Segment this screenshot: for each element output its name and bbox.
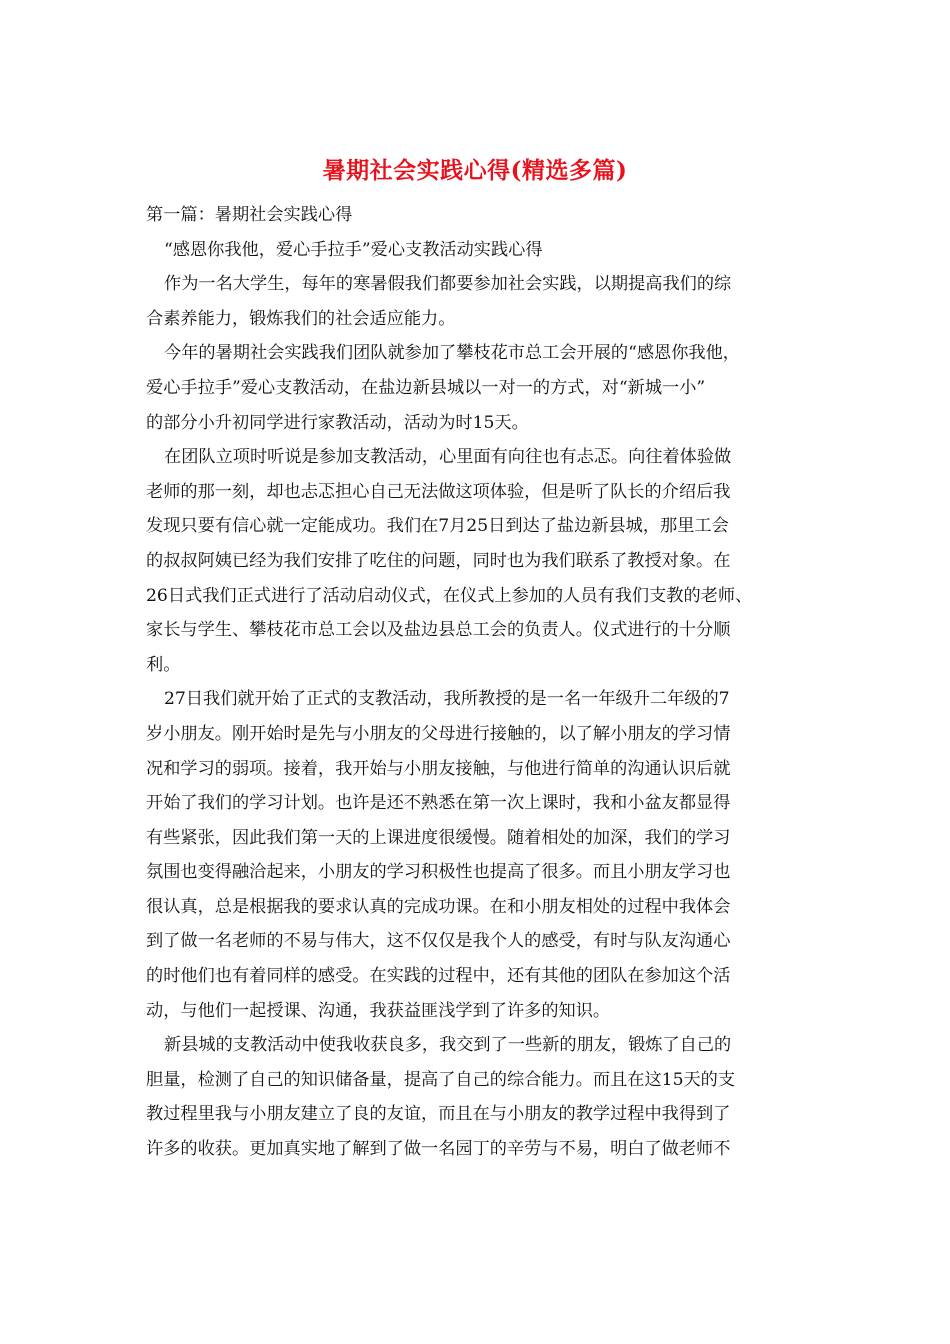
text-line: 氛围也变得融洽起来，小朋友的学习积极性也提高了很多。而且小朋友学习也 [146,862,731,883]
text-line: 在团队立项时听说是参加支教活动，心里面有向往也有忐忑。向往着体验做 [164,447,732,468]
text-line: 的时他们也有着同样的感受。在实践的过程中，还有其他的团队在参加这个活 [146,966,731,987]
text-line: 发现只要有信心就一定能成功。我们在7月25日到达了盐边新县城，那里工会 [146,516,729,537]
text-line: 到了做一名老师的不易与伟大，这不仅仅是我个人的感受，有时与队友沟通心 [146,931,731,952]
text-line: 的叔叔阿姨已经为我们安排了吃住的问题，同时也为我们联系了教授对象。在 [146,550,731,571]
text-line: 有些紧张，因此我们第一天的上课进度很缓慢。随着相处的加深，我们的学习 [146,827,731,848]
text-line: 第一篇：暑期社会实践心得 [146,205,353,225]
text-line: 很认真，总是根据我的要求认真的完成功课。在和小朋友相处的过程中我体会 [146,896,731,917]
text-line: 今年的暑期社会实践我们团队就参加了攀枝花市总工会开展的“感恩你我他， [164,343,740,364]
text-line: 教过程里我与小朋友建立了良的友谊，而且在与小朋友的教学过程中我得到了 [146,1104,731,1125]
text-line: 利。 [146,654,181,675]
text-line: 合素养能力，锻炼我们的社会适应能力。 [146,308,456,329]
text-line: 作为一名大学生，每年的寒暑假我们都要参加社会实践，以期提高我们的综 [164,274,732,295]
text-line: “感恩你我他，爱心手拉手”爱心支教活动实践心得 [164,239,543,260]
text-line: 动，与他们一起授课、沟通，我获益匪浅学到了许多的知识。 [146,1000,611,1021]
document-title: 暑期社会实践心得(精选多篇) [322,157,628,184]
document-body [146,198,814,1167]
text-line: 爱心手拉手”爱心支教活动，在盐边新县城以一对一的方式，对“新城一小” [146,377,706,398]
text-line: 27日我们就开始了正式的支教活动，我所教授的是一名一年级升二年级的7 [164,689,730,710]
text-line: 老师的那一刻，却也忐忑担心自己无法做这项体验，但是听了队长的介绍后我 [146,481,731,502]
text-line: 许多的收获。更加真实地了解到了做一名园丁的辛劳与不易，明白了做老师不 [146,1139,731,1160]
text-line: 的部分小升初同学进行家教活动，活动为时15天。 [146,412,529,433]
text-line: 26日式我们正式进行了活动启动仪式，在仪式上参加的人员有我们支教的老师、 [146,585,753,606]
text-line: 岁小朋友。刚开始时是先与小朋友的父母进行接触的，以了解小朋友的学习情 [146,723,731,744]
text-line: 新县城的支教活动中使我收获良多，我交到了一些新的朋友，锻炼了自己的 [164,1035,732,1056]
text-line: 况和学习的弱项。接着，我开始与小朋友接触，与他进行简单的沟通认识后就 [146,758,731,779]
text-line: 家长与学生、攀枝花市总工会以及盐边县总工会的负责人。仪式进行的十分顺 [146,620,731,641]
text-line: 胆量，检测了自己的知识储备量，提高了自己的综合能力。而且在这15天的支 [146,1069,736,1090]
text-line: 开始了我们的学习计划。也许是还不熟悉在第一次上课时，我和小盆友都显得 [146,793,731,814]
